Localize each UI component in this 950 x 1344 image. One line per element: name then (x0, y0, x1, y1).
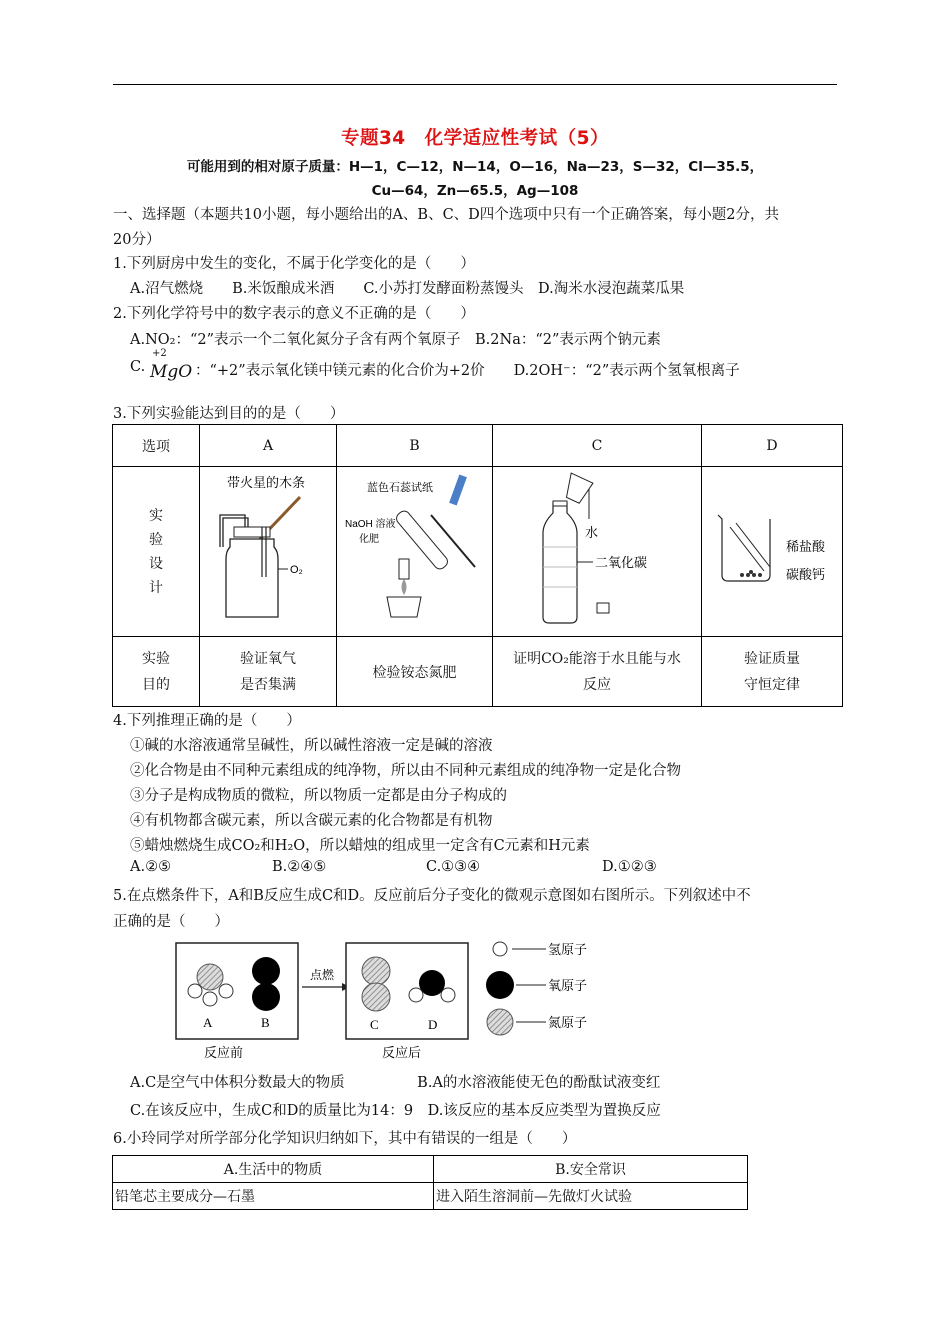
q2-stem: 2.下列化学符号中的数字表示的意义不正确的是（ ） (113, 306, 475, 322)
nitrogen-atom (362, 983, 390, 1011)
goal-row-label: 实验 目的 (113, 637, 200, 707)
after-caption: 反应后 (382, 1045, 422, 1060)
litmus-paper (449, 475, 467, 506)
q5-stem-line2: 正确的是（ ） (113, 914, 229, 930)
label-b: B (261, 1015, 270, 1030)
figure-c-cell (493, 467, 702, 637)
section-heading-line1: 一、选择题（本题共10小题，每小题给出的A、B、C、D四个选项中只有一个正确答案，每小题2分，共 (113, 207, 780, 223)
label-c: C (370, 1017, 379, 1032)
figure-d-cell (702, 467, 843, 637)
q4-option: C.①③④ (426, 859, 481, 875)
water-beaker (561, 473, 593, 505)
table-header-cell: B (337, 425, 493, 467)
q4-stem: 4.下列推理正确的是（ ） (113, 713, 301, 729)
hydrogen-atom (441, 988, 455, 1002)
reaction-beaker (718, 515, 770, 581)
gas-bottle (226, 539, 278, 617)
q4-item: ②化合物是由不同种元素组成的纯净物，所以由不同种元素组成的纯净物一定是化合物 (130, 763, 681, 779)
atomic-mass-line2: Cu—64，Zn—65.5，Ag—108 (371, 183, 579, 199)
arrow-label: 点燃 (310, 968, 335, 982)
q6-stem: 6.小玲同学对所学部分化学知识归纳如下，其中有错误的一组是（ ） (113, 1131, 577, 1147)
co2-bottle-figure (493, 467, 701, 632)
table-header-cell: C (493, 425, 702, 467)
q4-item: ⑤蜡烛燃烧生成CO₂和H₂O，所以蜡烛的组成里一定含有C元素和H元素 (130, 838, 590, 854)
fig-d-label1: 稀盐酸 (786, 539, 826, 554)
q2-option-c-prefix: C. (130, 359, 146, 375)
oxygen-atom (252, 957, 280, 985)
q4-item: ①碱的水溶液通常呈碱性，所以碱性溶液一定是碱的溶液 (130, 738, 493, 754)
q5-options-ab: A.C是空气中体积分数最大的物质 B.A的水溶液能使无色的酚酞试液变红 (130, 1075, 661, 1091)
knowledge-table (112, 1155, 748, 1210)
mgo-formula: MgO (150, 362, 193, 382)
before-caption: 反应前 (204, 1045, 244, 1060)
mass-conservation-figure (702, 467, 842, 632)
bottle-cap (597, 603, 609, 613)
experiment-table (112, 424, 843, 707)
label-a: A (203, 1015, 213, 1030)
hydrogen-atom (188, 984, 202, 998)
goal-c: 证明CO₂能溶于水且能与水 反应 (493, 637, 702, 707)
goal-d: 验证质量 守恒定律 (702, 637, 843, 707)
fig-c-label2: 二氧化碳 (595, 555, 648, 570)
knowledge-header-a: A.生活中的物质 (113, 1156, 434, 1183)
goal-b: 检验铵态氮肥 (337, 637, 493, 707)
q4-item: ③分子是构成物质的微粒，所以物质一定都是由分子构成的 (130, 788, 507, 804)
q1-stem: 1.下列厨房中发生的变化，不属于化学变化的是（ ） (113, 256, 475, 272)
nitrogen-atom (197, 964, 223, 990)
q5-stem-line1: 5.在点燃条件下，A和B反应生成C和D。反应前后分子变化的微观示意图如右图所示。下列叙述中不 (113, 888, 751, 904)
q4-item: ④有机物都含碳元素，所以含碳元素的化合物都是有机物 (130, 813, 493, 829)
fig-b-label2: 化肥 (359, 534, 379, 545)
legend-nitrogen: 氮原子 (548, 1015, 588, 1030)
table-header-cell: A (200, 425, 337, 467)
legend-hydrogen-icon (493, 942, 507, 956)
section-heading-line2: 20分） (113, 232, 161, 248)
table-header-cell: D (702, 425, 843, 467)
plastic-bottle (543, 503, 577, 623)
nitrogen-atom (362, 957, 390, 985)
hydrogen-atom (203, 992, 217, 1006)
fig-b-caption: 蓝色石蕊试纸 (367, 482, 433, 494)
legend-nitrogen-icon (487, 1009, 513, 1035)
molecule-diagram (170, 935, 610, 1065)
q1-options: A.沼气燃烧 B.米饭酿成米酒 C.小苏打发酵面粉蒸馒头 D.淘米水浸泡蔬菜瓜果 (130, 281, 685, 297)
atomic-mass-line1: 可能用到的相对原子质量：H—1，C—12，N—14，O—16，Na—23，S—32，Cl—35.5， (186, 159, 764, 175)
hydrogen-atom (409, 988, 423, 1002)
ammonium-test-figure (337, 467, 492, 632)
oxygen-bottle-figure (200, 467, 336, 632)
fig-c-label1: 水 (585, 525, 599, 540)
fig-d-label2: 碳酸钙 (786, 567, 826, 582)
hydrogen-atom (219, 984, 233, 998)
q4-option: A.②⑤ (130, 859, 172, 875)
knowledge-cell-b: 进入陌生溶洞前—先做灯火试验 (434, 1183, 748, 1210)
q2-option-c-rest: ：“+2”表示氧化镁中镁元素的化合价为+2价 D.2OH⁻：“2”表示两个氢氧根离子 (195, 363, 740, 379)
q4-option: B.②④⑤ (272, 859, 327, 875)
goal-a: 验证氧气 是否集满 (200, 637, 337, 707)
q3-stem: 3.下列实验能达到目的的是（ ） (113, 406, 345, 422)
legend-oxygen: 氧原子 (548, 978, 588, 993)
figure-b-cell (337, 467, 493, 637)
header-rule (113, 84, 837, 85)
q5-options-cd: C.在该反应中，生成C和D的质量比为14：9 D.该反应的基本反应类型为置换反应 (130, 1103, 661, 1119)
q2-options-ab: A.NO₂：“2”表示一个二氧化氮分子含有两个氧原子 B.2Na：“2”表示两个钠元素 (130, 332, 661, 348)
knowledge-header-b: B.安全常识 (434, 1156, 748, 1183)
fig-b-label1: NaOH 溶液 (345, 519, 396, 530)
design-row-label: 实 验 设 计 (113, 467, 200, 637)
table-header-cell: 选项 (113, 425, 200, 467)
label-d: D (428, 1017, 438, 1032)
mgo-charge: +2 (152, 348, 167, 359)
legend-oxygen-icon (486, 971, 514, 999)
figure-a-cell (200, 467, 337, 637)
oxygen-atom (252, 983, 280, 1011)
fig-a-caption: 带火星的木条 (226, 475, 306, 490)
legend-hydrogen: 氢原子 (548, 942, 588, 957)
alcohol-lamp (387, 597, 421, 617)
knowledge-cell-a: 铅笔芯主要成分—石墨 (113, 1183, 434, 1210)
q4-option: D.①②③ (602, 859, 657, 875)
fig-a-label: O₂ (290, 564, 303, 576)
page-title: 专题34 化学适应性考试（5） (340, 128, 610, 149)
